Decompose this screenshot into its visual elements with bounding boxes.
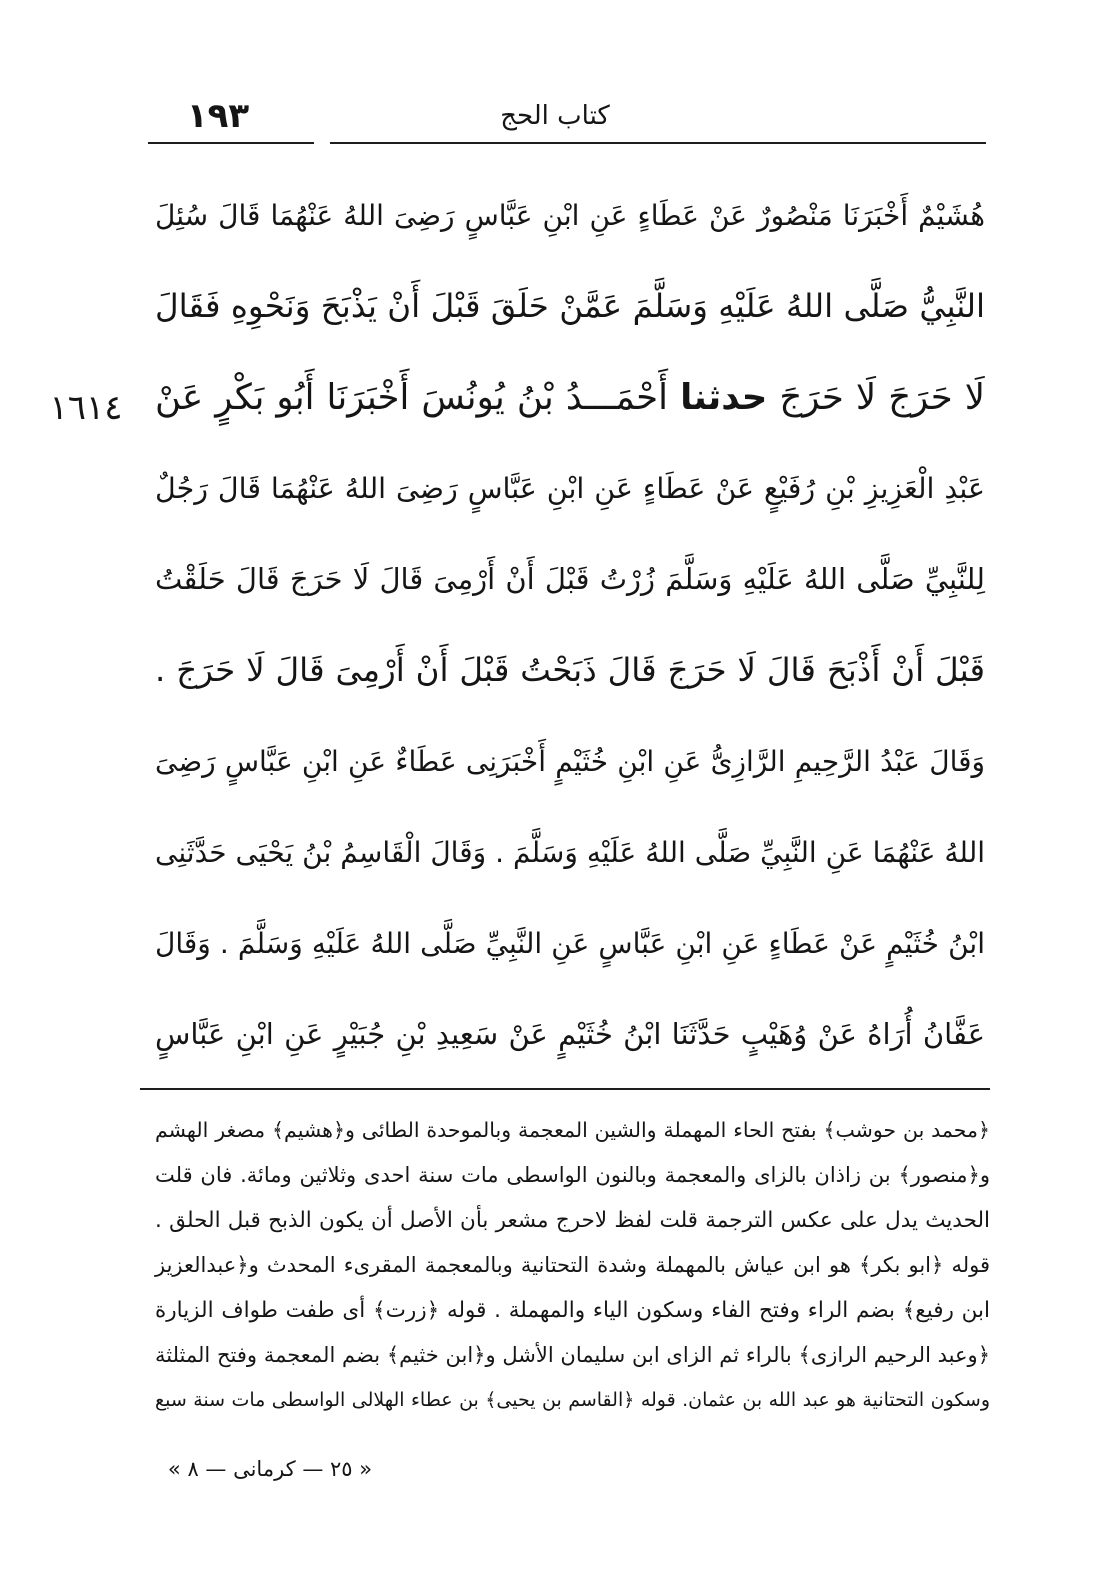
commentary-line: الحديث يدل على عكس الترجمة قلت لفظ لاحرج مشعر بأن الأصل أن يكون الذبح قبل الحلق .	[155, 1208, 990, 1233]
text-line: اللهُ عَنْهُمَا عَنِ النَّبِيِّ صَلَّى اللهُ عَلَيْهِ وَسَلَّمَ . وَقَالَ الْقَاسِمُ بْنُ يَحْيَى حَدَّثَنِى	[155, 836, 985, 869]
commentary-line: قوله ﴿ابو بكر﴾ هو ابن عياش بالمهملة وشدة التحتانية وبالمعجمة المقرىء المحدث و﴿عبدالعزيز	[155, 1253, 990, 1277]
text-segment: لَا حَرَجَ لَا حَرَجَ	[779, 377, 985, 418]
commentary	[155, 1108, 990, 1423]
hadith-text	[155, 170, 985, 1080]
text-segment: أَحْمَـــدُ بْنُ يُونُسَ أَخْبَرَنَا أَبُو بَكْرٍ عَنْ	[155, 377, 668, 418]
running-title: كتاب الحج	[500, 101, 610, 131]
text-line: لِلنَّبِيِّ صَلَّى اللهُ عَلَيْهِ وَسَلَّمَ زُرْتُ قَبْلَ أَنْ أَرْمِىَ قَالَ لَا حَرَجَ قَالَ حَلَقْتُ	[155, 562, 985, 596]
commentary-line: ﴿وعبد الرحيم الرازى﴾ بالراء ثم الزاى ابن سليمان الأشل و﴿ابن خثيم﴾ بضم المعجمة وفتح المثلثة	[155, 1343, 990, 1367]
commentary-line: ﴿محمد بن حوشب﴾ بفتح الحاء المهملة والشين المعجمة وبالموحدة الطائى و﴿هشيم﴾ مصغر الهشم	[155, 1118, 990, 1142]
hadith-number: ١٦١٤	[49, 388, 123, 428]
text-line: وَقَالَ عَبْدُ الرَّحِيمِ الرَّازِىُّ عَنِ ابْنِ خُثَيْمٍ أَخْبَرَنِى عَطَاءٌ عَنِ ابْنِ عَبَّاسٍ رَضِىَ	[155, 745, 985, 778]
text-line: هُشَيْمٌ أَخْبَرَنَا مَنْصُورٌ عَنْ عَطَاءٍ عَنِ ابْنِ عَبَّاسٍ رَضِىَ اللهُ عَنْهُمَا قَالَ سُئِلَ	[155, 199, 985, 232]
text-line: قَبْلَ أَنْ أَذْبَحَ قَالَ لَا حَرَجَ قَالَ ذَبَحْتُ قَبْلَ أَنْ أَرْمِىَ قَالَ لَا حَرَجَ .	[155, 651, 985, 689]
text-line: عَبْدِ الْعَزِيزِ بْنِ رُفَيْعٍ عَنْ عَطَاءٍ عَنِ ابْنِ عَبَّاسٍ رَضِىَ اللهُ عَنْهُمَا قَالَ رَجُلٌ	[155, 472, 985, 505]
haddathana-heading: حدثنا	[680, 377, 768, 418]
header-rule-right	[330, 142, 986, 144]
page-number: ١٩٣	[186, 96, 250, 136]
printer-signature: « ٢٥ — كرمانى — ٨ »	[167, 1457, 373, 1481]
commentary-line: ابن رفيع﴾ بضم الراء وفتح الفاء وسكون الياء والمهملة . قوله ﴿زرت﴾ أى طفت طواف الزيارة	[155, 1298, 990, 1323]
text-line: النَّبِيُّ صَلَّى اللهُ عَلَيْهِ وَسَلَّمَ عَمَّنْ حَلَقَ قَبْلَ أَنْ يَذْبَحَ وَنَحْوِهِ فَقَالَ	[155, 287, 985, 325]
text-line: ابْنُ خُثَيْمٍ عَنْ عَطَاءٍ عَنِ ابْنِ عَبَّاسٍ عَنِ النَّبِيِّ صَلَّى اللهُ عَلَيْهِ وَسَلَّمَ . وَقَالَ	[155, 927, 985, 960]
header-rule-left	[148, 142, 314, 144]
commentary-line: و﴿منصور﴾ بن زاذان بالزاى والمعجمة وبالنون الواسطى مات سنة احدى وثلاثين ومائة. فان قلت	[155, 1163, 990, 1187]
footnote-rule	[140, 1088, 990, 1090]
commentary-line: وسكون التحتانية هو عبد الله بن عثمان. قوله ﴿القاسم بن يحيى﴾ بن عطاء الهلالى الواسطى مات سنة سبع	[155, 1389, 990, 1411]
text-line: عَفَّانُ أُرَاهُ عَنْ وُهَيْبٍ حَدَّثَنَا ابْنُ خُثَيْمٍ عَنْ سَعِيدِ بْنِ جُبَيْرٍ عَنِ ابْنِ عَبَّاسٍ	[155, 1017, 985, 1051]
text-line	[155, 352, 985, 443]
